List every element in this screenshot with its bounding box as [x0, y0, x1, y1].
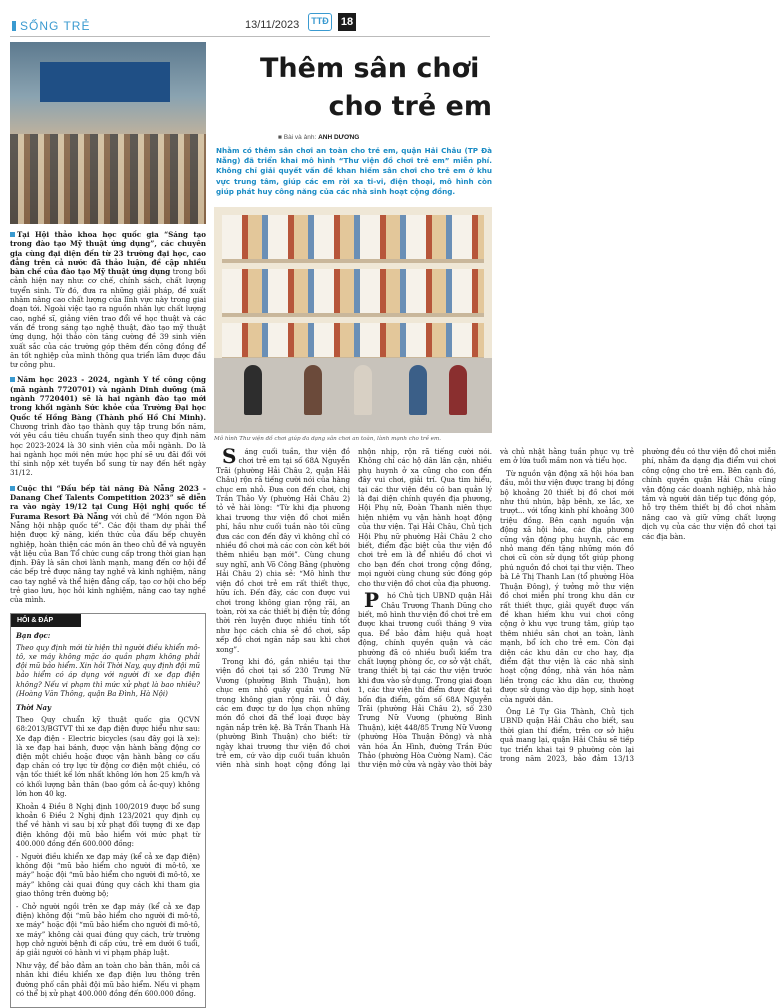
byline-author: ANH DƯƠNG [318, 134, 360, 141]
drop-cap: S [222, 444, 237, 468]
section-name: SỐNG TRẺ [12, 19, 90, 33]
article-title-line2: cho trẻ em [328, 91, 492, 122]
article-paragraph: Ông Lê Tự Gia Thành, Chủ tịch UBND quận Hải Châu cho biết, sau thời gian thí điểm, trên cơ sở hiệu quả mang lại, quận Hải Châu sẽ tiếp tục triển khai tại 9 phường còn lại trong năm 2023, bảo đảm 13/13 phường đều có thư viện đồ chơi miễn phí, nhằm đa dạng địa điểm vui chơi công cộng cho trẻ em. Bên cạnh đó, chính quyền quận Hải Châu cũng vận động các doanh nghiệp, nhà hảo tâm và người dân tiếp tục đóng góp, hỗ trợ thêm thiết bị đồ chơi nhằm nâng cao và giữ vững chất lượng dịch vụ của các thư viện đồ chơi tại các địa bàn. [500, 447, 776, 763]
article-paragraph: P hó Chủ tịch UBND quận Hải Châu Trương Thanh Dũng cho biết, mô hình thư viện đồ chơi trẻ em được khai trương cuối tháng 9 vừa qua. Để bảo đảm hiệu quả hoạt động, chính quyền quận và các phường đã có nhiều buổi kiểm tra chất lượng phòng ốc, cơ sở vật chất, trang thiết bị tại các thư viện trước khi đưa vào sử dụng. Trong giai đoạn 1, các thư viện thí điểm được đặt tại bốn địa điểm, gồm số 68A Nguyễn Trãi (phường Hải Châu 2), số 230 Trưng Nữ Vương (phường Bình Thuận), kiệt 448/85 Trưng Nữ Vương (phường Hòa Thuận Đông) và nhà văn hóa Ân Hình, đường Trần Đức Thảo (phường Hòa Cường Nam). Các thư viện mở cửa và ngày vào thời bảy và chủ nhật hằng tuần phục vụ trẻ em ở lứa tuổi mầm non và tiểu học. [358, 447, 634, 770]
article-paragraph: S áng cuối tuần, thư viện đồ chơi trẻ em tại số 68A Nguyễn Trãi (phường Hải Châu 2, quận Hải Châu) rộn rã tiếng cười nói của hàng chục em nhỏ. Đưa con đến chơi, chị Trần Thảo Vy (phường Hải Châu 2) tỏ vẻ hài lòng: “Từ khi địa phương khai trương thư viện đồ chơi miễn phí, hầu như cuối tuần nào tôi cũng đưa các con đến đây vì không chỉ có nhiều đồ chơi mà các con còn kết bới thêm nhiều bạn mới”. Cùng chung suy nghĩ, anh Võ Công Bằng (phường Hải Châu 2) chia sẻ: “Mô hình thư viện đồ chơi trẻ em rất thiết thực, hữu ích. Đến đây, các con được vui chơi trong không gian rộng rãi, an toàn, rời xa các thiết bị điện tử; đồng thời rèn luyện được nhiều tính tốt như học cách chia sẻ đồ chơi, sắp xếp đồ chơi ngăn nắp sau khi chơi xong”. [216, 444, 350, 654]
child-figure [449, 365, 467, 415]
article-lead: Nhằm có thêm sân chơi an toàn cho trẻ em, quận Hải Châu (TP Đà Nẵng) đã triển khai mô hình “Thư viện đồ chơi trẻ em” miễn phí. Không chỉ giải quyết vấn đề khan hiếm sân chơi cho trẻ em ở khu vực trung tâm, giúp các em rời xa ti-vi, điện thoại, mô hình còn giúp phát huy công năng của các nhà sinh hoạt cộng đồng. [216, 146, 492, 196]
qa-answer-para: - Chở người ngồi trên xe đạp máy (kể cả xe đạp điện) không đội “mũ bảo hiểm cho người đi mô-tô, xe máy” hoặc đội “mũ bảo hiểm cho người đi mô-tô, xe máy” không cài quai đúng quy cách, trừ trường hợp chở người bệnh đi cấp cứu, trẻ em dưới 6 tuổi, áp giải người có hành vi vi phạm pháp luật. [16, 903, 200, 958]
news-brief-1: Tại Hội thảo khoa học quốc gia “Sáng tạo trong đào tạo Mỹ thuật ứng dụng”, các chuyên gia cùng đại diện đến từ 23 trường đại học, cao đẳng trên cả nước đã thảo luận, đề cập nhiều bàn chế của đào tạo Mỹ thuật ứng dụng trong bối cảnh hiện nay như: cơ chế, chính sách, chất lượng tuyển sinh. Từ đó, đưa ra những giải pháp, đề xuất nhằm nâng cao chất lượng của lĩnh vực này trong giai đoạn tới. Ngoài việc tạo ra nguồn nhân lực chất lượng cao, nghề sĩ, giảng viên trao đổi về học thuật và các vấn đề trong sáng tạo nghệ thuật, đào tạo mỹ thuật ứng dụng, hội thảo còn tăng cường đề 39 sinh viên xuất sắc của các trường góp thêm đến công đồng để ăn tốt nghiệp của mình thông qua triển lãm được đầu tư công phu. [10, 230, 206, 370]
qa-answer-para: Như vậy, để bảo đảm an toàn cho bản thân, mỗi cá nhân khi điều khiển xe đạp điện lưu thông trên đường phố cần phải đội mũ bảo hiểm. Nếu vi phạm có thể bị xử phạt 400.000 đồng đến 600.000 đồng. [16, 962, 200, 998]
page-header [0, 0, 500, 40]
audience-group [10, 134, 206, 224]
article-paragraph: Từ nguồn vận động xã hội hóa ban đầu, mỗi thư viện được trang bị đồng bộ khoảng 20 thiết bị đồ chơi mới như thú nhún, bập bênh, xe lắc, xe trượt... với tổng kinh phí khoảng 300 triệu đồng. Bên cạnh nguồn vận động xã hội hóa, các địa phương cũng vận động phụ huynh, các em nhỏ mang đến tặng những món đồ chơi cũ còn sử dụng tốt giúp phong phú nguồn đồ chơi tại thư viện. Theo bà Lê Thị Thanh Lan (tổ phường Hòa Thuận Đông), ý tưởng mở thư viện đồ chơi miễn phí trong khu dân cư rất thiết thực, giải quyết được vấn đề khan hiếm khu vui chơi công cộng ở khu vực trung tâm, giúp tạo thêm nhiều sân chơi an toàn, lành mạnh, bổ ích cho trẻ em. Còn đại diện các khu dân cư cho hay, địa điểm đặt thư viện là các nhà sinh hoạt cộng đồng, nhà văn hóa nằm liền trong các khu dân cư, thường được sử dụng vào dịp họp, sinh hoạt của người dân. [500, 468, 634, 704]
qa-body [11, 627, 205, 1008]
child-figure [409, 365, 427, 415]
event-photo [10, 42, 206, 224]
toy-library-photo [214, 207, 492, 433]
article-body [216, 444, 776, 771]
qa-answer-para: Khoản 4 Điều 8 Nghị định 100/2019 được bổ sung khoản 6 Điều 2 Nghị định 123/2021 quy định cụ thể về hành vi sau bị xử phạt đối tượng đi xe đạp điện không đội mũ bảo hiểm với mức phạt từ 400.000 đồng đến 600.000 đồng: [16, 803, 200, 848]
photo-caption: Mô hình Thư viện đồ chơi giúp đa dạng sân chơi an toàn, lành mạnh cho trẻ em. [214, 436, 442, 442]
child-figure [304, 365, 322, 415]
article-title-line1: Thêm sân chơi [260, 53, 480, 84]
issue-date: 13/11/2023 [245, 19, 300, 31]
qa-answer-head: Thời Nay [16, 703, 52, 712]
qa-tab: HỎI & ĐÁP [11, 614, 81, 627]
news-brief-3: Cuộc thi “Đấu bếp tài năng Đà Nẵng 2023 - Danang Chef Talents Competition 2023” sẽ diễn ra vào ngày 19/12 tại Cung Hội nghị quốc tế Furama Resort Đà Nẵng với chủ đề “Món ngon Đà Nẵng hội nhập quốc tế”. Các đội tham dự phải thể hiện được kỹ năng, kiến thức của đấu bếp chuyên nghiệp, hoàn thiện các món ăn theo chủ đề và nguyên vật liệu của Ban Tổ chức cung cấp trong thời gian hạn định. Đây là sân chơi lành mạnh, mang đến cơ hội để các bếp trẻ được nâng tay nghề và kinh nghiệm, nâng cao tay nghề và thể hiện đẳng cấp, tạo cơ hội cho bếp trẻ giao lưu, học hỏi kinh nghiệm, nâng cao tay nghề của mình. [10, 483, 206, 605]
toy-shelf [222, 269, 484, 317]
newspaper-logo: TTĐ [308, 13, 332, 31]
toy-shelf [222, 323, 484, 361]
qa-asker: Bạn đọc: [16, 630, 51, 640]
qa-answer-para: - Người điều khiển xe đạp máy (kể cả xe đạp điện) không đội “mũ bảo hiểm cho người đi mô-tô, xe máy” hoặc đội “mũ bảo hiểm cho người đi mô-tô, xe máy” không cài quai đúng quy cách khi tham gia giao thông trên đường bộ; [16, 853, 200, 898]
qa-question: Theo quy định mới từ hiện thì người điều khiển mô-tô, xe máy không mặc áo quần phạm không phải đội mũ bảo hiểm. Xin hỏi Thời Nay, quy định đội mũ bảo hiểm có áp dụng với người đi xe đạp điện không? Nếu vi phạm thì mức xử phạt là bao nhiêu? (Hoàng Văn Thông, quận Ba Đình, Hà Nội) [16, 643, 200, 698]
article-paragraph: Trong khi đó, gần nhiều tại thư viện đồ chơi tại số 230 Trưng Nữ Vương (phường Bình Thuận), hơn chục em nhỏ quây quần vui chơi trong không gian rộng rãi. Ở đây, các em được tự do lựa chọn những món đồ chơi đã thể loại được bày ngăn nắp trên kệ. Bà Trần Thanh Hà (phường Bình Thuận) cho biết: từ ngày khai trương thư viện đồ chơi trẻ em, cứ vào dịp cuối tuần khuôn viên nhà sinh hoạt cộng đồng lại nhộn nhịp, rộn rã tiếng cười nói. Không chỉ các hộ dân lân cận, nhiều phụ huynh ở xa cũng cho con đến đây vui chơi, giải trí. Qua tìm hiểu, tại các thư viện đều có ban quản lý là đại diện chính quyền địa phương, Hội Phụ nữ, Đoàn Thanh niên thực hiện nhiệm vụ vận hành hoạt động của thư viện. Tại Hải Châu, Chủ tịch Hội Phụ nữ phường Hải Châu 2 cho biết, điểm đặc biệt của thư viện đồ chơi trẻ em là để nhiều đồ chơi vì cho bạn đến chơi trong cộng đồng, mọi người cùng chung sức đóng góp cho thư viện đồ chơi của địa phương. [216, 447, 492, 770]
left-column [10, 42, 206, 998]
child-figure [244, 365, 262, 415]
byline: ■ Bài và ảnh: ANH DƯƠNG [278, 134, 360, 141]
child-figure [354, 365, 372, 415]
toy-shelf [222, 215, 484, 263]
bullet-square-icon [10, 232, 15, 237]
event-banner [40, 62, 170, 102]
header-divider [10, 36, 490, 37]
bullet-square-icon [10, 377, 15, 382]
bullet-square-icon [10, 486, 15, 491]
page-number: 18 [338, 13, 356, 31]
article-title [260, 50, 492, 126]
news-brief-2: Năm học 2023 - 2024, ngành Y tế công cộng (mã ngành 7720701) và ngành Dinh dưỡng (mã ngành 7720401) sẽ là hai ngành đào tạo mới trong khối ngành Sức khỏe của Trường Đại học Quốc tế Hồng Bàng (Thành phố Hồ Chí Minh). Chương trình đào tạo thành quy tập trung bốn năm, với yêu cầu tiêu chuẩn tuyển sinh theo quy định năm học 2023-2024 là 30 sinh viên của mỗi ngành. Do là hai ngành học mới nên mức học phí sẽ ưu đãi đối với thí sinh nộp xét tuyển bổ sung từ nay đến hết ngày 31/12. [10, 375, 206, 478]
qa-box [10, 613, 206, 1008]
drop-cap: P [364, 588, 380, 613]
qa-answer-para: Theo Quy chuẩn kỹ thuật quốc gia QCVN 68:2013/BGTVT thì xe đạp điện được hiểu như sau: Xe đạp điện - Electric bicycles (sau đây gọi là xe): là xe đạp hai bánh, được vận hành bằng động cơ điện một chiều hoặc được vận hành bằng cơ cấu đạp chân có trợ lực từ động cơ điện một chiều, có vận tốc thiết kế lớn nhất không lớn hơn 25 km/h và có khối lượng bản thân (bao gồm cả ắc-quy) không lớn hơn 40 kg. [16, 716, 200, 798]
